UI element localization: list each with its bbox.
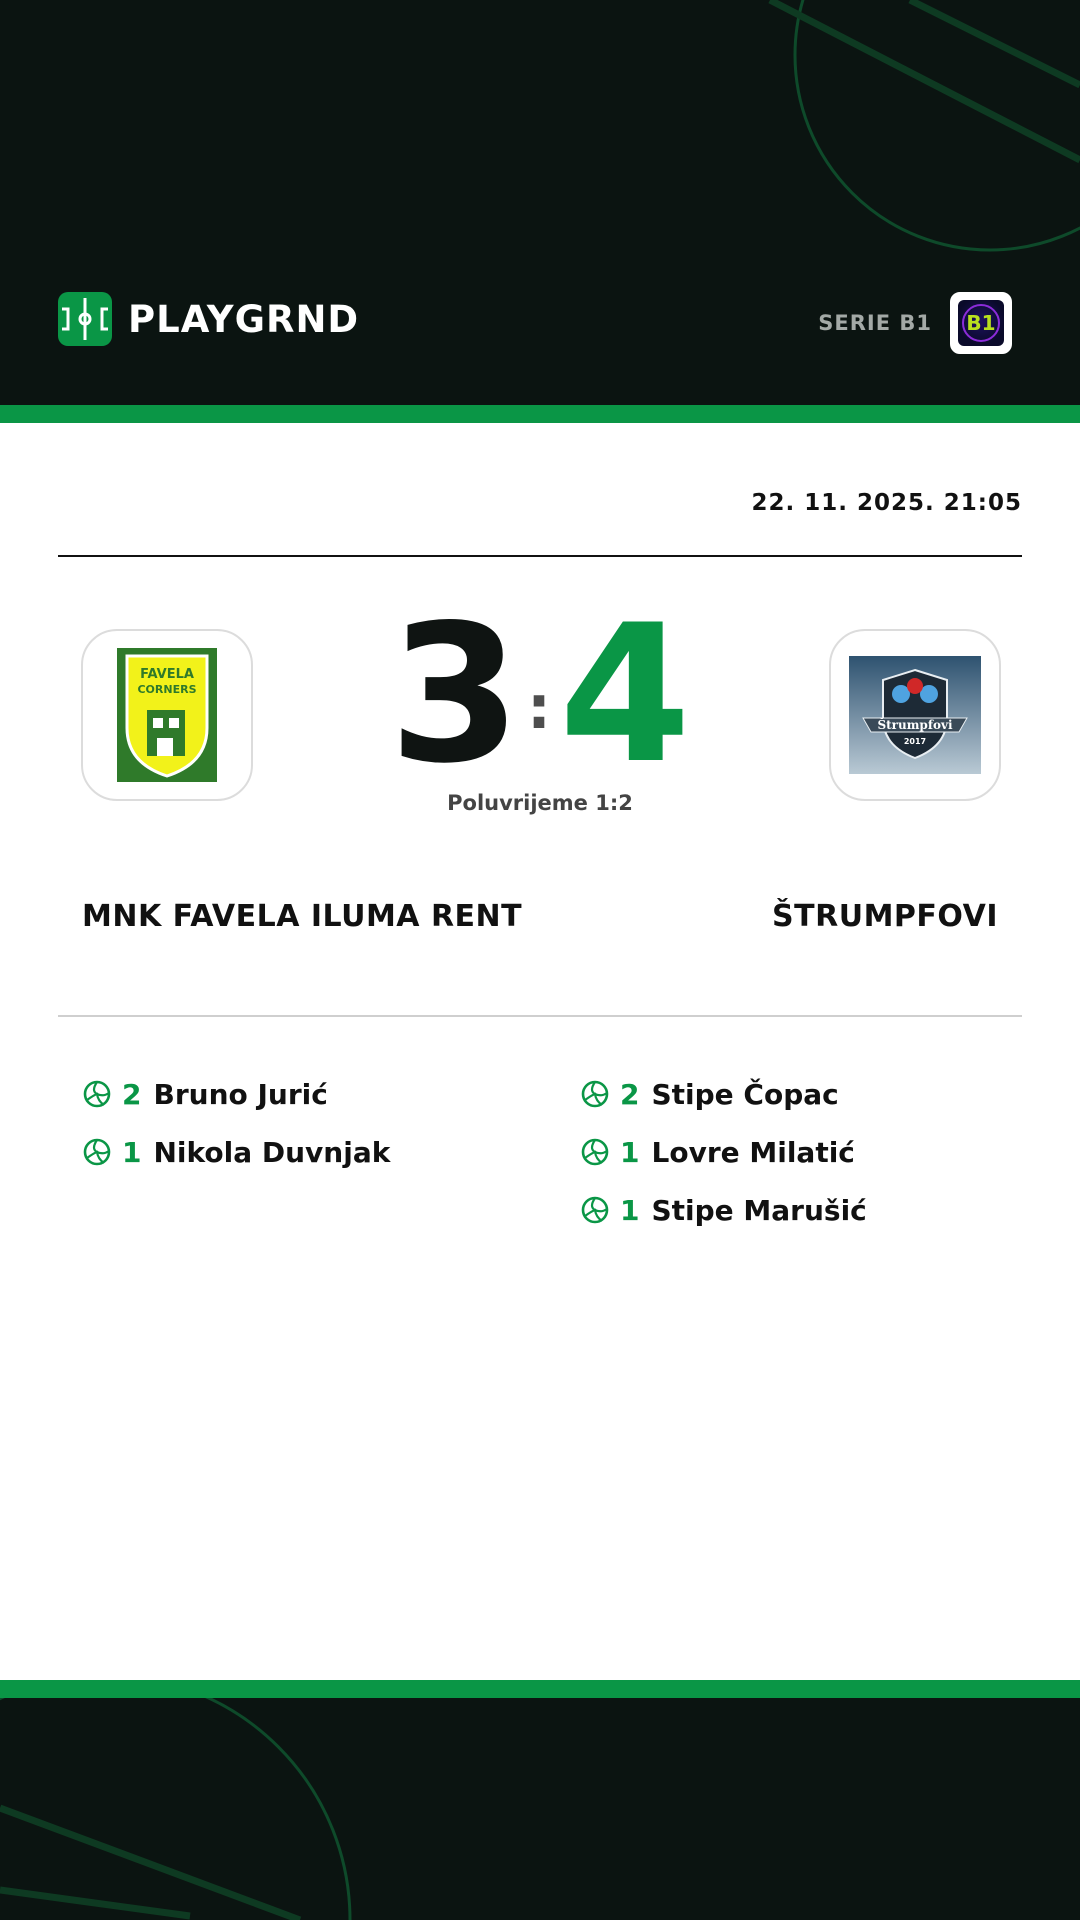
home-score: 3 bbox=[388, 584, 522, 805]
league-badge bbox=[950, 292, 1012, 354]
halftime-score: Poluvrijeme 1:2 bbox=[447, 791, 633, 815]
divider-light bbox=[58, 1015, 1022, 1017]
divider bbox=[58, 555, 1022, 557]
header bbox=[0, 0, 1080, 405]
scorer-row bbox=[580, 1065, 1060, 1123]
svg-text:2017: 2017 bbox=[903, 737, 927, 746]
league bbox=[818, 291, 1012, 355]
ball-icon bbox=[580, 1195, 610, 1225]
svg-text:CORNERS: CORNERS bbox=[137, 683, 197, 696]
brand-name: PLAYGRND bbox=[128, 297, 360, 341]
scorer-row bbox=[580, 1123, 1060, 1181]
away-scorers bbox=[580, 1065, 1060, 1239]
accent-bar-bottom bbox=[0, 1680, 1080, 1698]
home-scorers bbox=[82, 1065, 562, 1181]
pitch-icon bbox=[58, 292, 112, 346]
home-team-name: MNK FAVELA ILUMA RENT bbox=[82, 899, 523, 934]
player-name: Nikola Duvnjak bbox=[153, 1135, 391, 1169]
ball-icon bbox=[580, 1079, 610, 1109]
ball-icon bbox=[82, 1137, 112, 1167]
ball-icon bbox=[580, 1137, 610, 1167]
goals-count: 1 bbox=[620, 1135, 640, 1169]
match-datetime: 22. 11. 2025. 21:05 bbox=[751, 490, 1022, 516]
goals-count: 2 bbox=[620, 1077, 640, 1111]
brand bbox=[58, 291, 359, 347]
scorer-row bbox=[82, 1123, 562, 1181]
league-logo bbox=[958, 300, 1004, 346]
svg-text:Štrumpfovi: Štrumpfovi bbox=[877, 718, 953, 732]
player-name: Bruno Jurić bbox=[153, 1077, 328, 1111]
player-name: Stipe Marušić bbox=[651, 1193, 867, 1227]
player-name: Lovre Milatić bbox=[651, 1135, 855, 1169]
away-team-logo bbox=[829, 629, 1001, 801]
player-name: Stipe Čopac bbox=[651, 1077, 839, 1111]
scorer-row bbox=[82, 1065, 562, 1123]
away-score: 4 bbox=[558, 584, 692, 805]
goals-count: 1 bbox=[620, 1193, 640, 1227]
pitch-lines-decoration bbox=[0, 1698, 1080, 1920]
goals-count: 2 bbox=[122, 1077, 142, 1111]
home-team-logo bbox=[81, 629, 253, 801]
scorer-row bbox=[580, 1181, 1060, 1239]
accent-bar-top bbox=[0, 405, 1080, 423]
goals-count: 1 bbox=[122, 1135, 142, 1169]
ball-icon bbox=[82, 1079, 112, 1109]
footer bbox=[0, 1698, 1080, 1920]
away-team-name: ŠTRUMPFOVI bbox=[772, 899, 998, 934]
svg-text:B1: B1 bbox=[966, 311, 996, 335]
svg-text:FAVELA: FAVELA bbox=[140, 667, 194, 682]
league-name: SERIE B1 bbox=[818, 311, 932, 335]
score-separator: : bbox=[527, 673, 551, 743]
